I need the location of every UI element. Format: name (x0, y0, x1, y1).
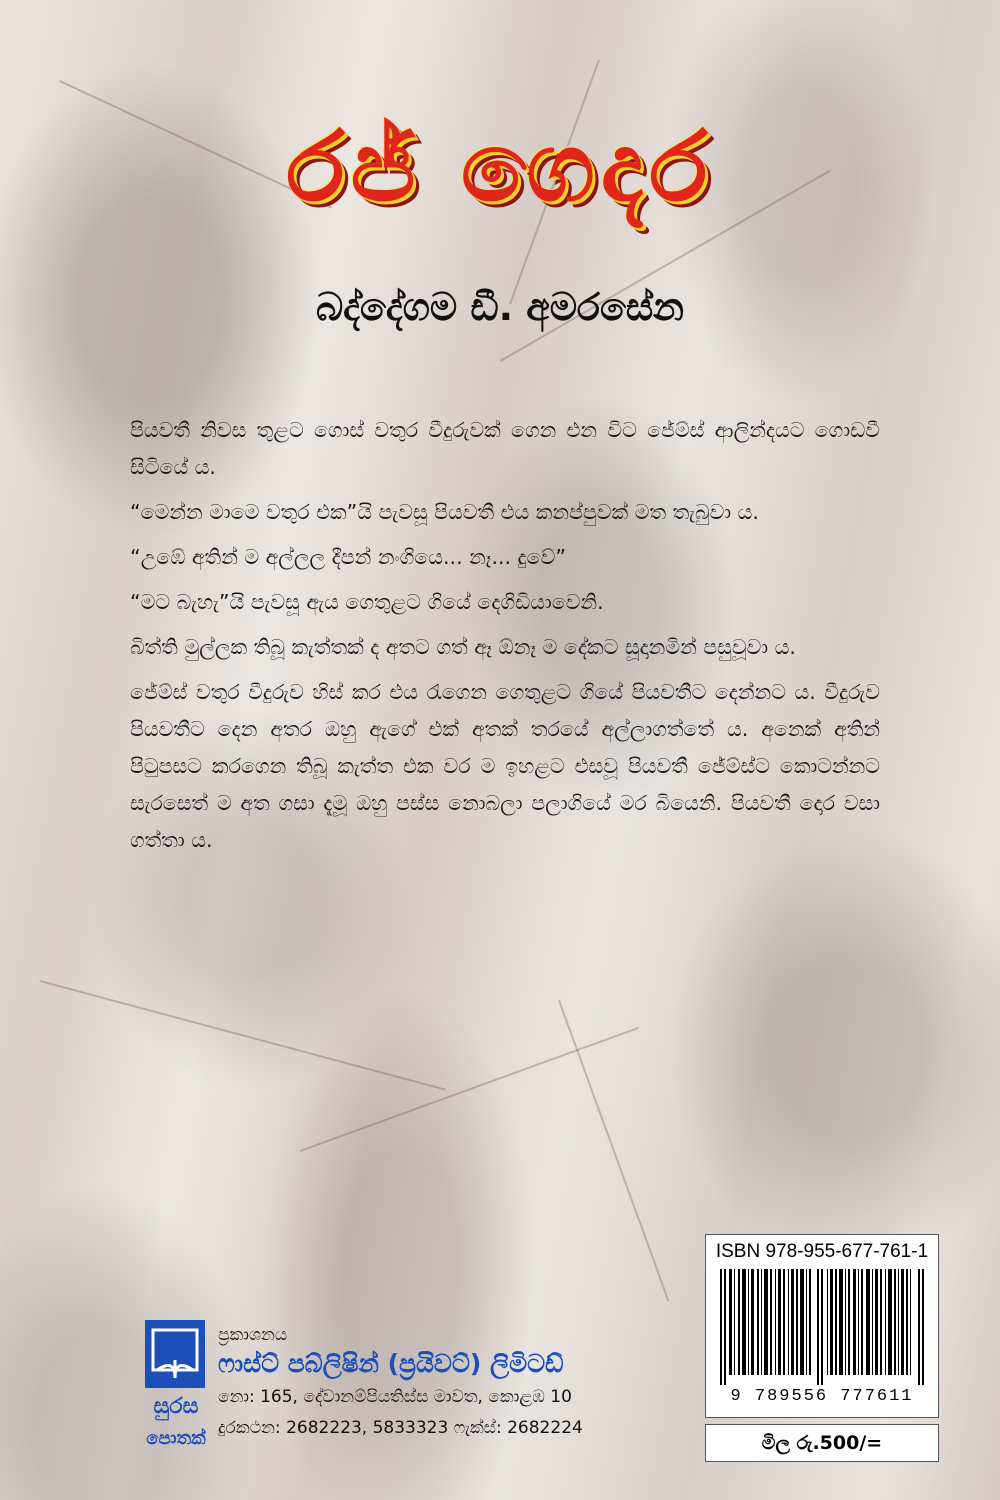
publisher-name: ෆාස්ට් පබ්ලිෂින් (ප්‍රයිවට්) ලිමිටඩ් (218, 1349, 564, 1378)
texture-crack (300, 1027, 639, 1152)
blurb-paragraph: ජේම්ස් වතුර වීදුරුව හිස් කර එය රැගෙන ගෙතුළට ගියේ පියවතීට දෙන්නට ය. වීදුරුව පියවතීට දෙන අතර ඔහු ඇගේ එක් අතක් තරයේ අල්ලාගත්තේ ය. අනෙක් අතින් පිටුපසට කරගෙන තිබූ කැත්ත එක වර ම ඉහළට එසවූ පියවතී ජේම්ස්ට කොටන්නට සැරසෙත් ම අත ගසා දැමූ ඔහු පස්ස නොබලා පලාගියේ මර බියෙනි. පියවතී දොර වසා ගත්තා ය. (130, 680, 880, 852)
logo-text-line1: සුරස (153, 1394, 199, 1419)
barcode-digits: 9 789556 777611 (730, 1387, 914, 1406)
isbn-label: ISBN 978-955-677-761-1 (715, 1241, 929, 1262)
back-cover-blurb (130, 412, 880, 867)
blurb-paragraph: “මෙන්න මාමෙ වතුර එක”යි පැවසූ පියවතී එය කනප්පුවක් මත තැබුවා ය. (130, 500, 759, 524)
author-name: බද්දේගම ඩී. අමරසේන (315, 285, 685, 329)
blurb-paragraph: බිත්ති මුල්ලක තිබූ කැත්තක් ද අතට ගත් ඈ ඕනෑ ම දේකට සූදානමින් පසුවූවා ය. (130, 635, 796, 659)
price-label: මිල රු.500/= (705, 1424, 939, 1462)
publisher-address: නො: 165, දේවානම්පියතිස්ස මාවත, කොළඹ 10 (218, 1387, 572, 1407)
texture-crack (39, 980, 445, 1091)
open-book-icon (145, 1320, 205, 1388)
blurb-paragraph: පියවතී නිවස තුළට ගොස් වතුර වීදුරුවක් ගෙන එන විට ජේම්ස් ආලින්දයට ගොඩවී සිටියේ ය. (130, 418, 880, 479)
publisher-label: ප්‍රකාශනය (218, 1325, 288, 1345)
blurb-paragraph: “මට බැහැ”යි පැවසූ ඇය ගෙතුළට ගියේ දෙගිඩියාවෙනි. (130, 590, 604, 614)
publisher-logo (145, 1320, 205, 1470)
book-title: රජ් ගෙදර (286, 110, 714, 223)
blurb-paragraph: “උඹේ අතින් ම අල්ලල දීපන් නංගියෙ... නෑ... දුවේ” (130, 545, 566, 569)
logo-text-line2: පොතක් (146, 1428, 206, 1449)
barcode-icon (720, 1269, 924, 1385)
publisher-phone: දුරකථන: 2682223, 5833323 ෆැක්ස්: 2682224 (218, 1418, 583, 1438)
isbn-barcode-block (705, 1234, 939, 1418)
texture-crack (558, 1000, 669, 1301)
